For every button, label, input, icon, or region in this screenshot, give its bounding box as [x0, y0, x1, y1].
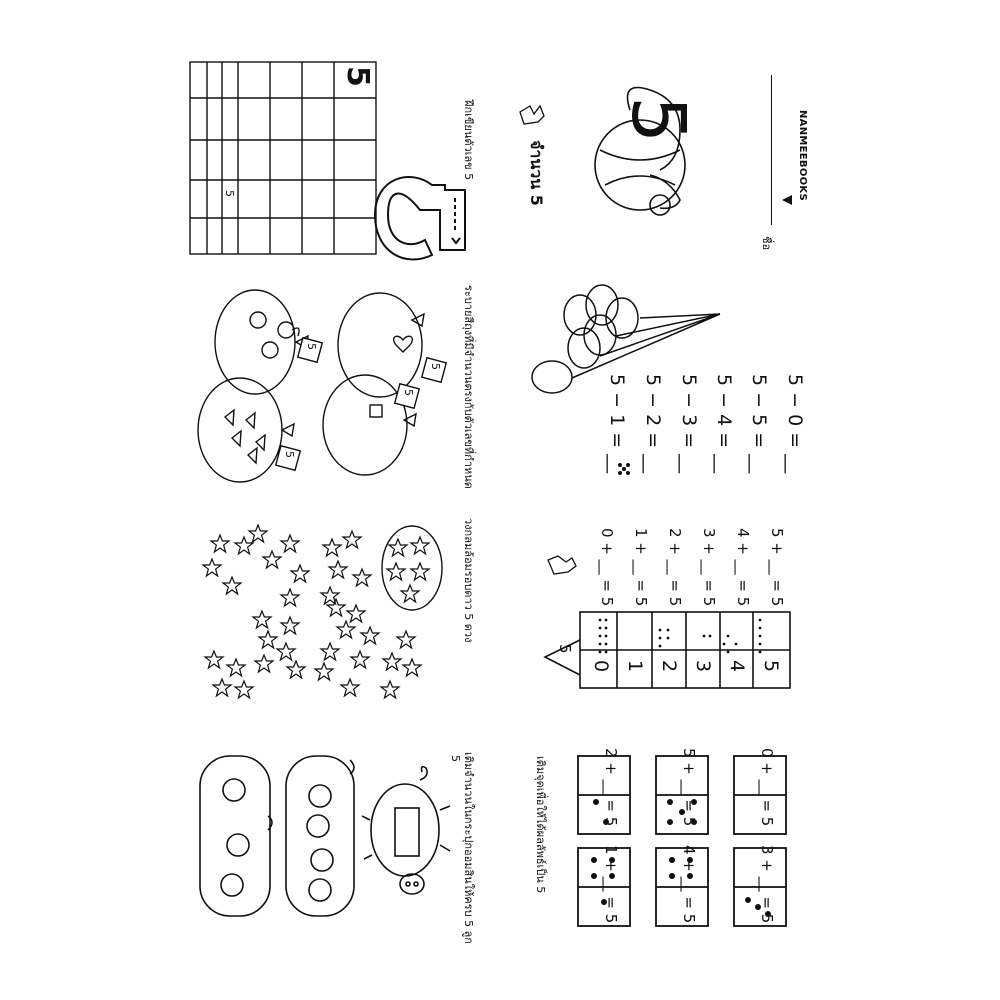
subtraction-eq-6: 5 − 0 = __ [784, 374, 806, 474]
piggy-extra-number: 5 [449, 755, 462, 762]
publisher-brand: NANMEEBOOKS [797, 110, 808, 201]
pointing-hand-icon [548, 556, 576, 574]
domino-eq-left-1: 1 + __ = 5 [602, 845, 620, 924]
domino-eq-left-2: 4 + __ = 5 [680, 845, 698, 924]
domino-eq-right-1: 2 + __ = 5 [602, 748, 620, 827]
subtraction-eq-1: 5 − 1 = __ [606, 374, 628, 474]
tracing-grid [190, 62, 376, 254]
stars-instruction: วงกลมล้อมรอบดาว 5 ดวง [462, 518, 475, 643]
domino-eq-right-3: 0 + __ = 5 [758, 748, 776, 827]
subtraction-eq-5: 5 − 5 = __ [748, 374, 770, 474]
house-eq-2: 1 + __ = 5 [632, 528, 650, 607]
house-eq-4: 3 + __ = 5 [700, 528, 718, 607]
grid-sample-digit: 5 [340, 66, 375, 87]
tracing-instruction: ฝึกเขียนตัวเลข 5 [462, 100, 475, 181]
subtraction-eq-3: 5 − 3 = __ [678, 374, 700, 474]
house-cell-3: 3 [692, 660, 714, 673]
grid-small-digit: 5 [223, 190, 236, 197]
piggy-instruction: เติมจำนวนในกระปุกออมสินให้ครบ 5 ลูก [462, 752, 475, 944]
dominoes-instruction: เติมจุดเพื่อให้ได้ผลลัพธ์เป็น 5 [534, 756, 547, 894]
bag-tag-3: 5 [283, 451, 296, 458]
bags-artwork [198, 290, 424, 482]
piggy-artwork [200, 756, 450, 916]
name-input-line[interactable] [771, 75, 772, 225]
hand-icon [520, 106, 544, 124]
house-cell-2: 2 [658, 660, 680, 673]
subtraction-eq-4: 5 − 4 = __ [713, 374, 735, 474]
house-eq-6: 5 + __ = 5 [768, 528, 786, 607]
house-cell-1: 1 [624, 660, 646, 673]
house-cell-0: 0 [590, 660, 612, 673]
bag-tag-4: 5 [402, 389, 415, 396]
domino-eq-right-2: 5 + __ = 5 [680, 748, 698, 827]
house-eq-5: 4 + __ = 5 [734, 528, 752, 607]
house-eq-3: 2 + __ = 5 [666, 528, 684, 607]
bag-tag-1: 5 [305, 343, 318, 350]
big-number-five: 5 [615, 96, 701, 144]
stars-artwork [203, 525, 442, 698]
number-house-artwork [545, 612, 790, 688]
outline-digit-five [375, 177, 465, 259]
house-eq-1: 0 + __ = 5 [598, 528, 616, 607]
house-cell-5: 5 [760, 660, 782, 673]
domino-eq-left-3: 3 + __ = 5 [758, 845, 776, 924]
bag-tag-2: 5 [429, 363, 442, 370]
page-title: จำนวน 5 [527, 140, 546, 206]
bags-instruction: ระบายสีถุงที่มีจำนวนตรงกับตัวเลขที่กำหนด [462, 285, 475, 489]
subtraction-eq-2: 5 − 2 = __ [642, 374, 664, 474]
number-house-dots [599, 619, 762, 654]
house-cell-4: 4 [726, 660, 748, 673]
house-roof-number: 5 [556, 644, 574, 654]
nanmee-logo-mark [782, 195, 792, 205]
name-label: ชื่อ [760, 236, 773, 251]
